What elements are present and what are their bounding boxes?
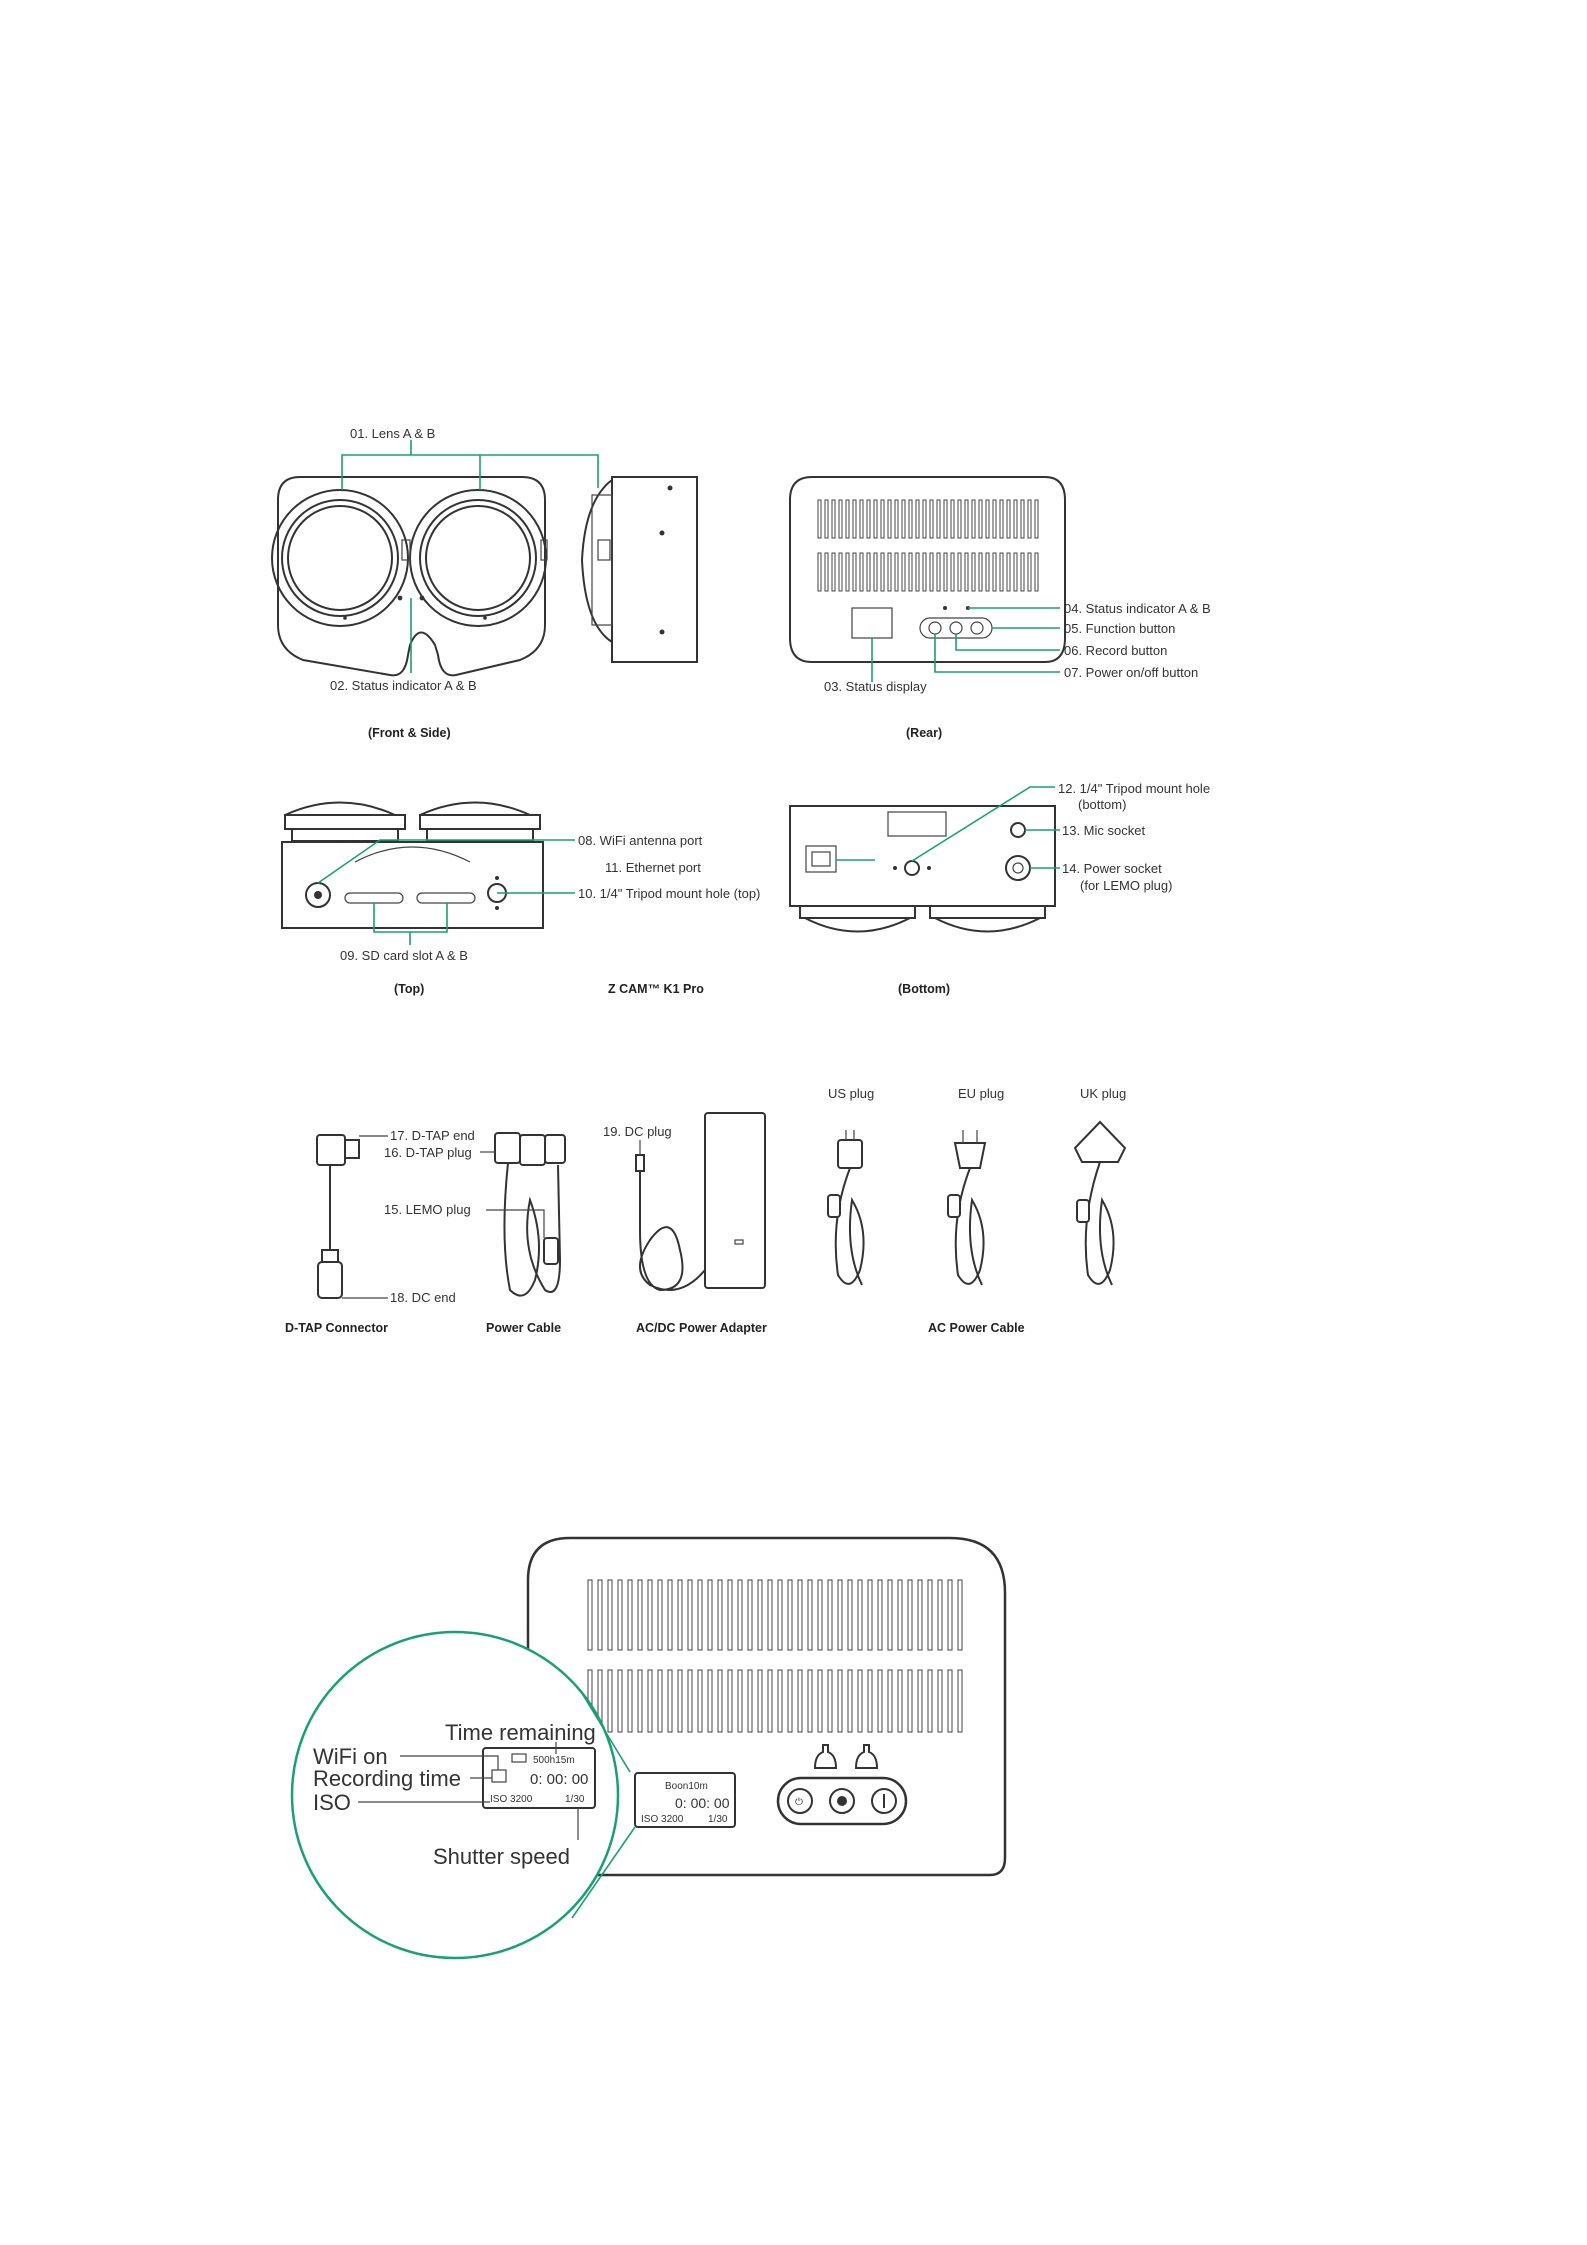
- caption-front-side: (Front & Side): [368, 726, 451, 740]
- magnified-shutter: 1/30: [565, 1794, 585, 1805]
- magnified-status-display: [483, 1748, 595, 1808]
- caption-bottom: (Bottom): [898, 982, 951, 996]
- power-adapter-drawing: [636, 1113, 765, 1290]
- label-uk-plug: UK plug: [1080, 1086, 1127, 1101]
- caption-adapter: AC/DC Power Adapter: [636, 1321, 767, 1335]
- label-iso: ISO: [313, 1790, 351, 1815]
- rear-view: [790, 477, 1065, 662]
- dtap-connector-drawing: [317, 1135, 359, 1298]
- label-us-plug: US plug: [828, 1086, 875, 1101]
- label-record-button: 06. Record button: [1064, 643, 1168, 658]
- label-lemo-plug: 15. LEMO plug: [384, 1202, 471, 1217]
- label-tripod-top: 10. 1/4" Tripod mount hole (top): [578, 886, 761, 901]
- label-lens: 01. Lens A & B: [350, 426, 436, 441]
- caption-power-cable: Power Cable: [486, 1321, 562, 1335]
- closeup-iso: ISO 3200: [641, 1814, 684, 1825]
- caption-rear: (Rear): [906, 726, 943, 740]
- label-power-socket-2: (for LEMO plug): [1080, 878, 1173, 893]
- label-wifi-on: WiFi on: [313, 1744, 388, 1769]
- bottom-view: [790, 806, 1055, 932]
- magnified-rec-time: 0: 00: 00: [530, 1771, 589, 1788]
- magnified-iso: ISO 3200: [490, 1794, 533, 1805]
- power-cable-drawing: [495, 1133, 565, 1296]
- label-ethernet-port: 11. Ethernet port: [605, 860, 701, 875]
- label-tripod-bottom-2: (bottom): [1078, 797, 1127, 812]
- us-plug-drawing: [828, 1130, 864, 1285]
- magnified-remaining: 500h15m: [533, 1755, 575, 1766]
- label-wifi-port: 08. WiFi antenna port: [578, 833, 703, 848]
- caption-product: Z CAM™ K1 Pro: [608, 982, 704, 996]
- label-time-remaining: Time remaining: [445, 1720, 596, 1745]
- caption-dtap-connector: D-TAP Connector: [285, 1321, 389, 1335]
- label-function-button: 05. Function button: [1064, 621, 1176, 636]
- label-dtap-end: 17. D-TAP end: [390, 1128, 475, 1143]
- front-view: [272, 477, 547, 675]
- label-power-button: 07. Power on/off button: [1064, 665, 1199, 680]
- label-dc-end: 18. DC end: [390, 1290, 456, 1305]
- label-sd-slot: 09. SD card slot A & B: [340, 948, 468, 963]
- label-recording-time: Recording time: [313, 1766, 461, 1791]
- label-status-display: 03. Status display: [824, 679, 927, 694]
- closeup-power-icon: ⏻: [795, 1797, 803, 1808]
- side-view: [582, 477, 697, 662]
- eu-plug-drawing: [948, 1130, 985, 1285]
- caption-ac-cable: AC Power Cable: [928, 1321, 1025, 1335]
- label-mic-socket: 13. Mic socket: [1062, 823, 1146, 838]
- label-power-socket: 14. Power socket: [1062, 861, 1162, 876]
- label-tripod-bottom: 12. 1/4" Tripod mount hole: [1058, 781, 1211, 796]
- top-view: [282, 803, 543, 929]
- label-status-indicator-rear: 04. Status indicator A & B: [1064, 601, 1211, 616]
- closeup-remaining-value: Boon10m: [665, 1781, 708, 1792]
- label-status-indicator-front: 02. Status indicator A & B: [330, 678, 477, 693]
- label-dc-plug: 19. DC plug: [603, 1124, 672, 1139]
- closeup-shutter: 1/30: [708, 1814, 728, 1825]
- caption-top: (Top): [394, 982, 425, 996]
- closeup-rec-time: 0: 00: 00: [675, 1795, 730, 1811]
- label-dtap-plug: 16. D-TAP plug: [384, 1145, 472, 1160]
- label-shutter-speed: Shutter speed: [433, 1844, 570, 1869]
- uk-plug-drawing: [1075, 1122, 1125, 1285]
- label-eu-plug: EU plug: [958, 1086, 1005, 1101]
